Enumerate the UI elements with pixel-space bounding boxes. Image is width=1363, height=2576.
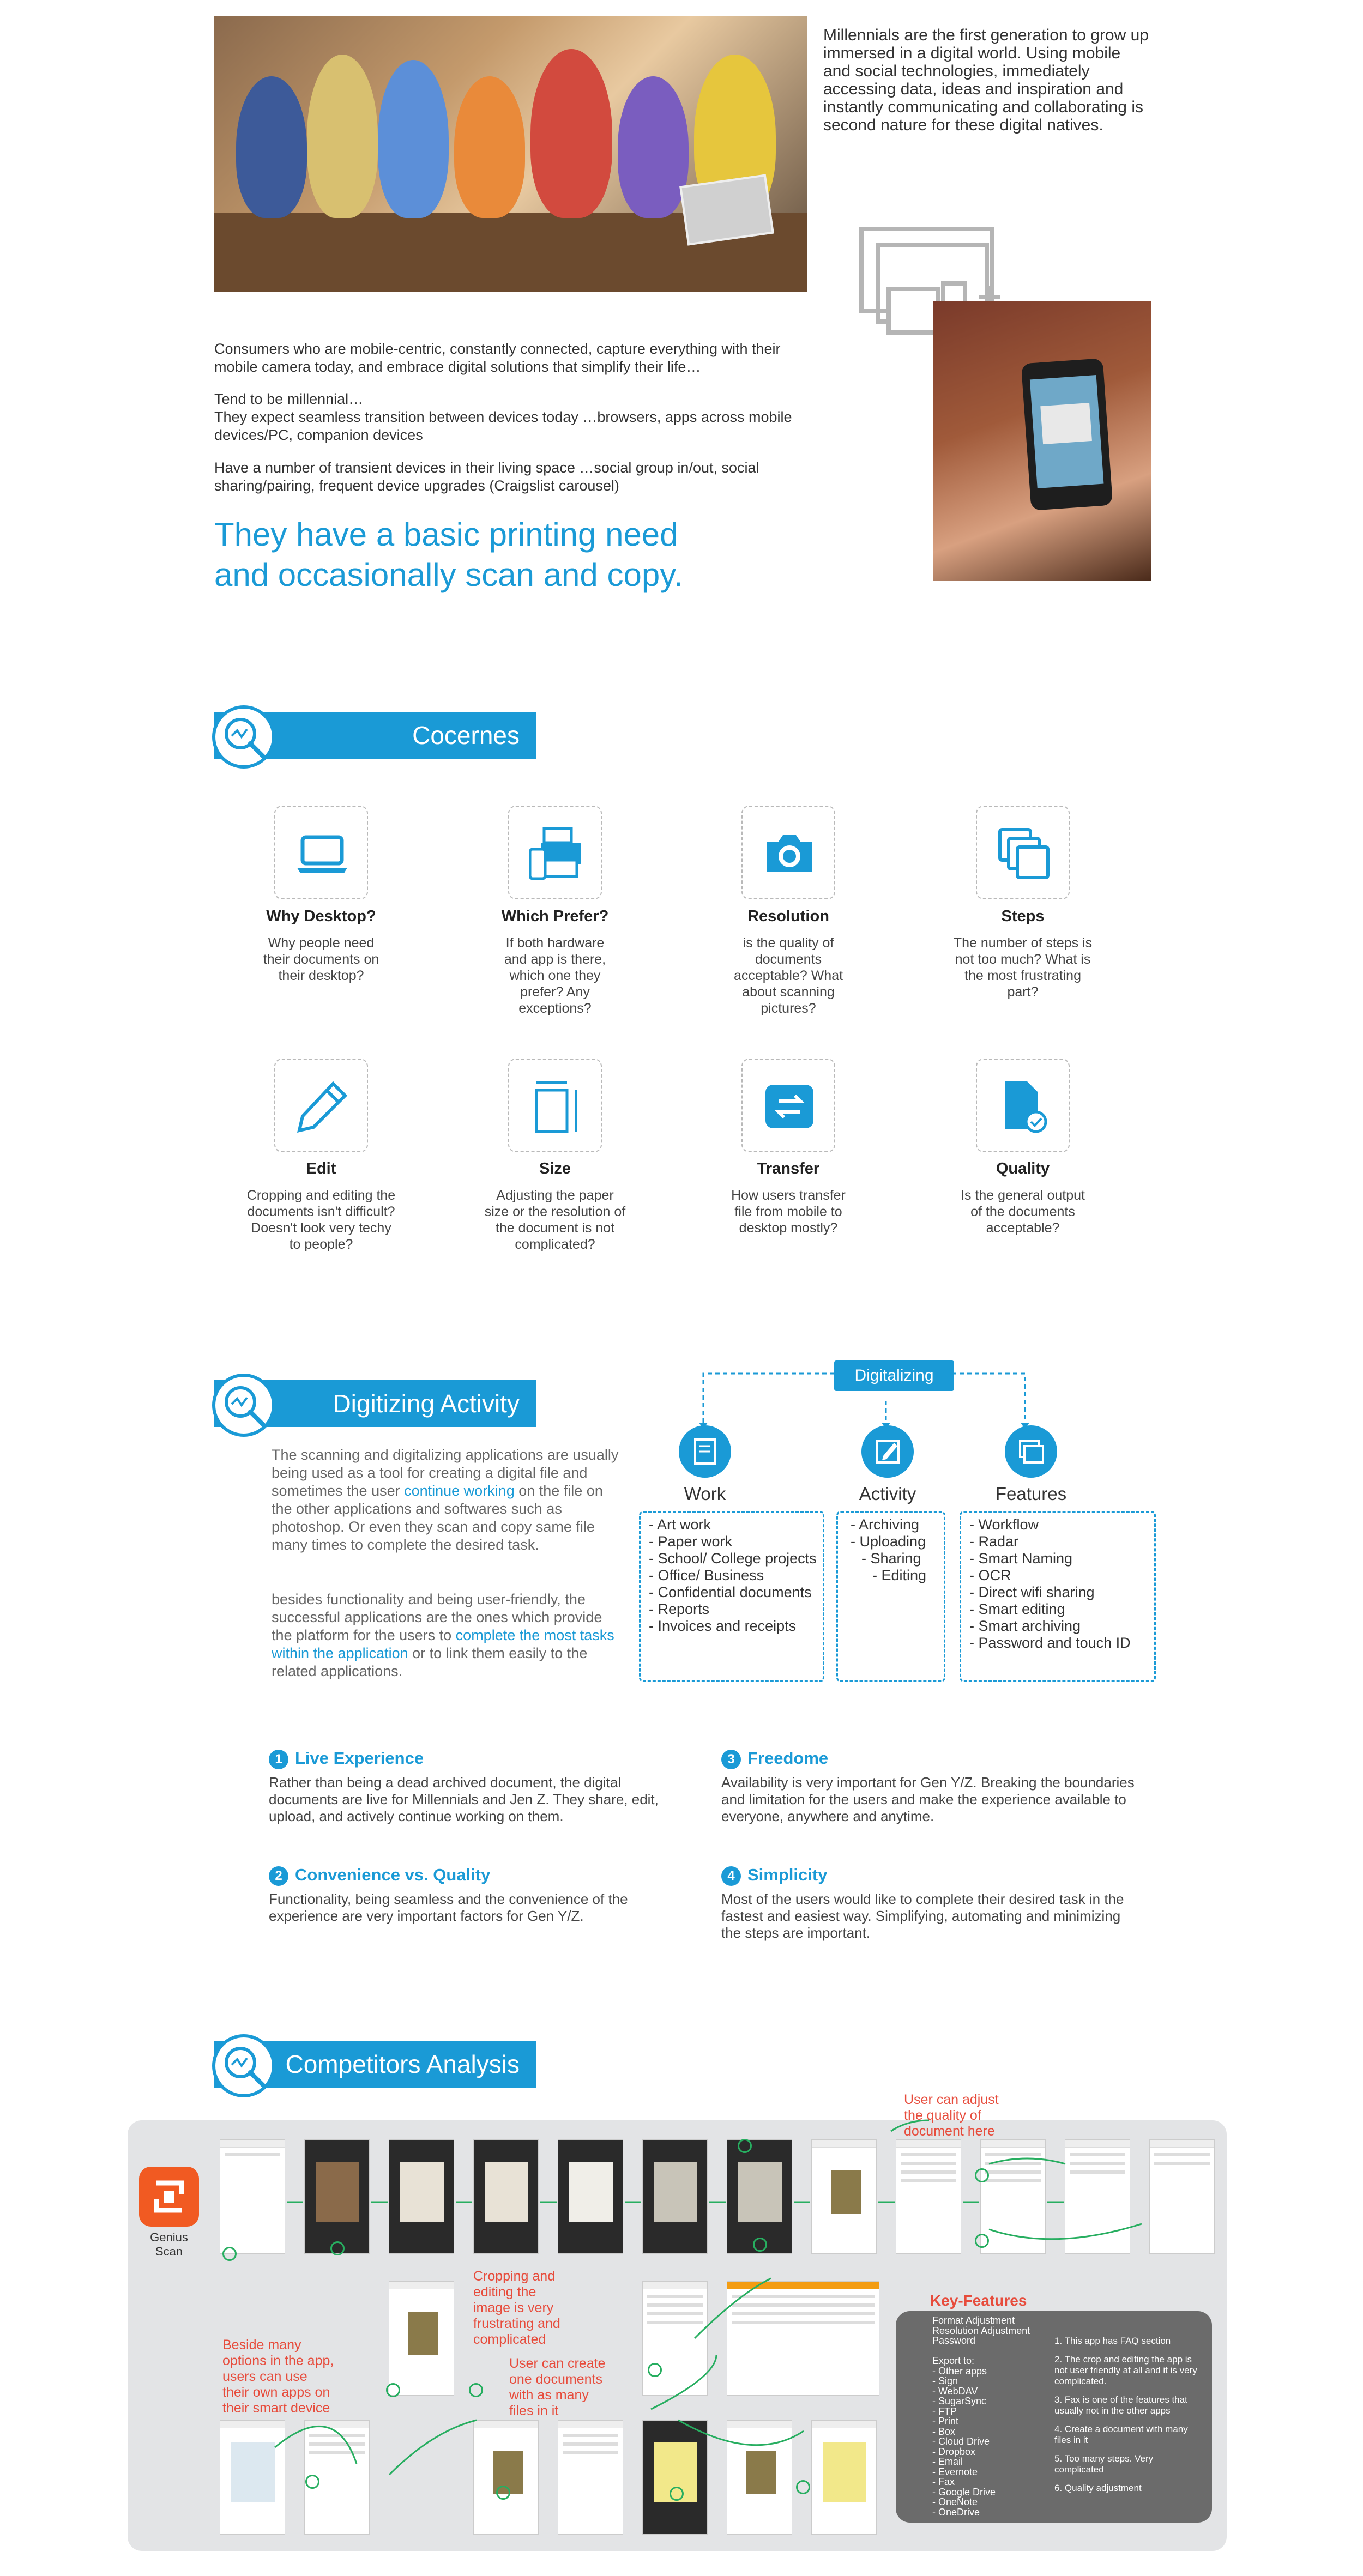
note-sharing: Beside many options in the app, users can use their own apps on their smart device [222,2337,334,2416]
concern-title-resolution: Resolution [747,908,829,925]
list-item: Password [932,2335,976,2346]
list-item: - Radar [969,1533,1019,1550]
analysis-icon [212,705,275,769]
analysis-icon [212,2034,275,2097]
millennials-photo [214,16,807,292]
list-item: 1. This app has FAQ section [1054,2336,1171,2346]
features-list [969,1516,1149,1652]
intro-paragraph: Millennials are the first generation to grow up immersed in a digital world. Using mobile and social technologies, immediately accessing data, ideas and inspiration and instantly communicating and collaborating is second nature for these digital natives. [823,26,1149,134]
principle-4-title [721,1865,827,1886]
pencil-icon [274,1059,368,1152]
principle-3-title [721,1749,828,1769]
list-item: 3. Fax is one of the features that usually not in the other apps [1054,2394,1187,2416]
list-item [932,2346,1052,2356]
list-item: 4. Create a document with many files in it [1054,2424,1188,2445]
principle-title-text: Simplicity [747,1865,828,1884]
para1-text: The scanning and digitalizing applications are usually being used as a tool for creating a digital file and sometimes the user [272,1447,619,1499]
number-badge: 1 [269,1750,288,1769]
para1-text-end: on the file on the other applications and softwares such as photoshop. Or even they scan and copy same file many times to complete the desired task. [272,1483,603,1553]
note-quality-adjust: User can adjust the quality of document here [904,2092,999,2139]
headline-line-1: They have a basic printing need [214,516,678,553]
principle-title-text: Convenience vs. Quality [295,1865,491,1884]
digitizing-banner-label: Digitizing Activity [333,1389,520,1418]
headline-line-2: and occasionally scan and copy. [214,557,683,593]
para2-text: besides functionality and being user-friendly, the successful applications are the ones which provide the platform for the users to [272,1591,602,1643]
list-item: - Smart Naming [969,1550,1073,1567]
intro-text-2b: They expect seamless transition between devices today …browsers, apps across mobile devices/PC, companion devices [214,409,792,443]
list-item: - Art work [649,1516,711,1533]
key-features-right [1054,2336,1202,2494]
steps-icon [976,806,1070,899]
principle-2-desc: Functionality, being seamless and the convenience of the experience are very important factors for Gen Y/Z. [269,1891,628,1924]
step-marker [330,2241,345,2255]
principle-4-desc: Most of the users would like to complete their desired task in the fastest and easiest way. Simplifying, automating and minimizing the steps are important. [721,1891,1124,1941]
list-item: - School/ College projects [649,1550,817,1567]
principle-title-text: Live Experience [295,1749,424,1768]
list-item: - Evernote [932,2466,978,2477]
note-cropping: Cropping and editing the image is very frustrating and complicated [473,2269,560,2347]
analysis-icon [212,1374,275,1437]
step-marker [975,2234,989,2248]
number-badge: 2 [269,1866,288,1886]
concern-desc-edit: Cropping and editing the documents isn't difficult? Doesn't look very techy to people? [246,1188,396,1252]
list-item: Resolution Adjustment [932,2325,1030,2336]
list-item: - Confidential documents [649,1584,812,1600]
list-item: - OneDrive [932,2506,980,2518]
work-list [649,1516,818,1635]
printer-phone-icon [508,806,602,899]
key-features-title: Key-Features [930,2292,1027,2309]
step-marker [975,2168,989,2182]
digitalizing-root: Digitalizing [834,1360,954,1391]
activity-icon [861,1425,914,1478]
para2-highlight: complete the most tasks within the application [272,1627,614,1661]
principle-2-title [269,1865,490,1886]
competitors-banner-label: Competitors Analysis [285,2050,520,2078]
list-item: - Paper work [649,1533,733,1550]
principle-3-desc: Availability is very important for Gen Y/Z. Breaking the boundaries and limitation for the users and make the experience available to everyone, anywhere and anytime. [721,1774,1135,1824]
list-item: - SugarSync [932,2396,987,2406]
list-item: - Email [932,2456,963,2467]
activity-list [851,1516,943,1584]
list-item: - Smart editing [969,1601,1065,1617]
principle-1-title [269,1749,424,1769]
list-item: - Sharing [861,1550,921,1567]
intro-text-2a: Tend to be millennial… [214,391,364,407]
list-item: Format Adjustment [932,2315,1015,2326]
para2-text-end: or to link them easily to the related applications. [272,1645,588,1679]
features-icon [1005,1425,1057,1478]
list-item: - FTP [932,2405,957,2417]
competitors-banner [214,2041,536,2088]
para1-highlight: continue working [404,1483,515,1499]
work-title: Work [684,1484,726,1504]
step-marker [305,2475,319,2489]
digitizing-paragraph-2 [272,1591,626,1680]
camera-icon [741,806,835,899]
number-badge: 3 [721,1750,741,1769]
concern-title-why-desktop: Why Desktop? [266,908,376,925]
intro-text-1: Consumers who are mobile-centric, constantly connected, capture everything with their mobile camera today, and embrace digital solutions that simplify their life… [214,341,781,375]
list-item: - Cloud Drive [932,2436,990,2447]
concern-desc-transfer: How users transfer file from mobile to desktop mostly? [731,1188,846,1236]
step-marker [670,2487,684,2501]
concern-desc-quality: Is the general output of the documents acceptable? [961,1188,1085,1236]
concerns-banner-label: Cocernes [412,721,520,749]
list-item: - Dropbox [932,2446,976,2457]
concern-desc-which-prefer: If both hardware and app is there, which one they prefer? Any exceptions? [504,935,606,1016]
list-item: - Workflow [969,1516,1039,1533]
list-item: - Direct wifi sharing [969,1584,1095,1600]
quality-icon [976,1059,1070,1152]
digitizing-paragraph-1 [272,1446,626,1554]
step-marker [738,2139,752,2153]
key-features-left [932,2315,1052,2517]
step-marker [469,2383,483,2397]
list-item: - Password and touch ID [969,1635,1131,1651]
laptop-icon [274,806,368,899]
list-item: - OCR [969,1567,1011,1583]
list-item: - Reports [649,1601,710,1617]
list-item: - Smart archiving [969,1618,1081,1634]
list-item: - Sign [932,2375,958,2386]
step-marker [496,2486,510,2500]
list-item: 5. Too many steps. Very complicated [1054,2453,1154,2475]
list-item: - Uploading [851,1533,926,1550]
list-item: - OneNote [932,2496,978,2507]
note-create-document: User can create one documents with as many files in it [509,2356,606,2418]
step-marker [753,2238,767,2252]
step-marker [796,2480,810,2494]
activity-title: Activity [859,1484,916,1504]
list-item: - Office/ Business [649,1567,764,1583]
list-item: - Invoices and receipts [649,1618,797,1634]
intro-text-3: Have a number of transient devices in their living space …social group in/out, social sharing/pairing, frequent device upgrades (Craigslist carousel) [214,459,759,494]
features-title: Features [995,1484,1067,1504]
size-icon [508,1059,602,1152]
concerns-banner [214,712,536,759]
list-item: - Other apps [932,2365,987,2377]
number-badge: 4 [721,1866,741,1886]
principle-1-desc: Rather than being a dead archived document, the digital documents are live for Millennials and Jen Z. They share, edit, upload, and actively continue working on them. [269,1774,659,1824]
principle-title-text: Freedome [747,1749,829,1768]
concern-desc-why-desktop: Why people need their documents on their desktop? [263,935,379,983]
list-item: 2. The crop and editing the app is not user friendly at all and it is very complicated. [1054,2354,1197,2386]
phone-scan-photo [933,301,1151,581]
step-marker [648,2363,662,2377]
step-marker [222,2247,237,2261]
concern-title-which-prefer: Which Prefer? [501,908,609,925]
list-item: - Print [932,2416,959,2427]
concern-title-transfer: Transfer [757,1160,820,1177]
concern-desc-steps: The number of steps is not too much? What is the most frustrating part? [953,935,1093,1000]
list-item: - Google Drive [932,2486,996,2498]
transfer-icon [741,1059,835,1152]
list-item: Export to: [932,2355,975,2366]
list-item: 6. Quality adjustment [1054,2483,1142,2493]
list-item: - Archiving [851,1516,920,1533]
concern-desc-resolution: is the quality of documents acceptable? What about scanning pictures? [733,935,843,1016]
concern-title-size: Size [539,1160,571,1177]
genius-scan-name: Genius Scan [150,2230,188,2258]
step-marker [386,2383,400,2397]
work-icon [679,1425,731,1478]
concern-title-quality: Quality [996,1160,1050,1177]
digitizing-banner [214,1380,536,1427]
concern-title-edit: Edit [306,1160,336,1177]
concern-desc-size: Adjusting the paper size or the resolution of the document is not complicated? [484,1188,626,1252]
list-item: - WebDAV [932,2385,978,2397]
list-item: - Box [932,2426,956,2437]
list-item: - Fax [932,2476,955,2487]
list-item: - Editing [872,1567,927,1583]
concern-title-steps: Steps [1001,908,1045,925]
